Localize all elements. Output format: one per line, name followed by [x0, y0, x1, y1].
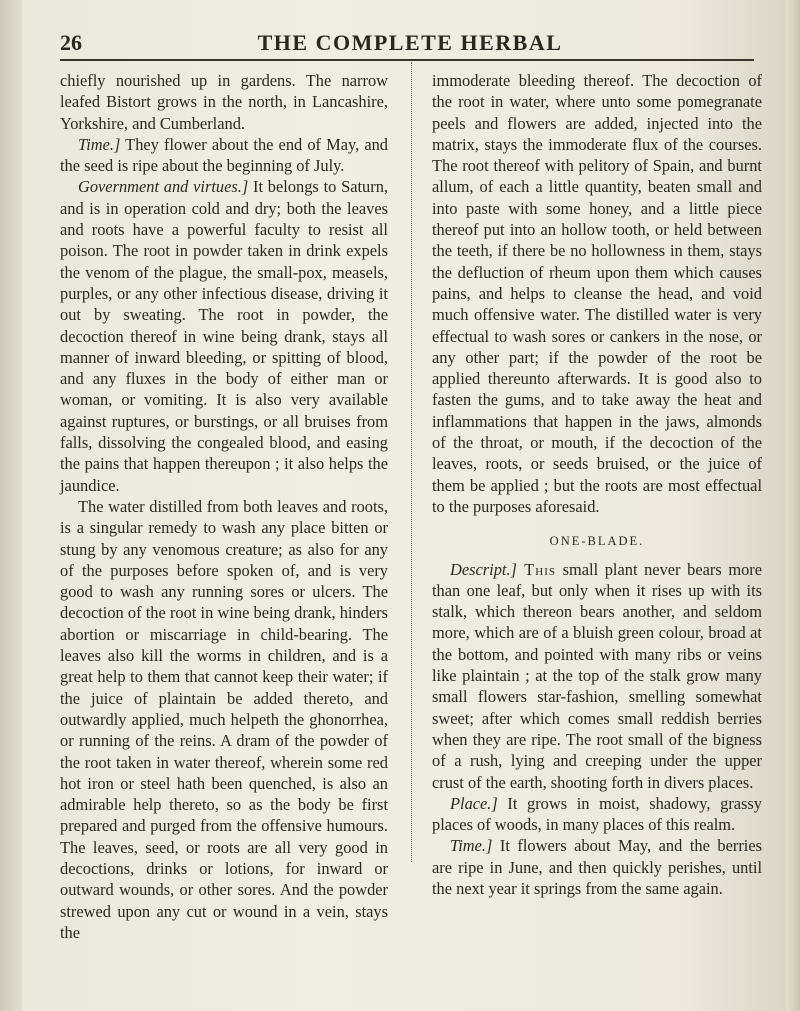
paragraph-text: It belongs to Saturn, and is in operation cold and dry; both the leaves and roots have a powerful faculty to resist all poison. The root in powder taken in drink expels the venom of the plague, the small-pox, measels, purples, or any other infectious disease, driving it out by sweating. The root in powder, the decoction thereof in wine being drank, stays all manner of inward bleeding, or spitting of blood, and any fluxes in the body of either man or woman, or vomiting. It is also very available against ruptures, or burstings, or all bruises from falls, dissolving the congealed blood, and easing the pains that happen thereupon ; it also helps the jaundice. [60, 177, 388, 495]
section-label: Descript.] [450, 559, 517, 579]
paragraph-text: It flowers about May, and the berries are ripe in June, and then quickly perishes, until the next year it springs from the same again. [432, 836, 762, 898]
page-right-edge [786, 0, 800, 1011]
header-rule [60, 59, 754, 61]
paragraph [432, 559, 762, 793]
paragraph-text: It grows in moist, shadowy, grassy places of woods, in many places of this realm. [432, 793, 762, 835]
paragraph: chiefly nourished up in gardens. The narrow leafed Bistort grows in the north, in Lancashire, Yorkshire, and Cumberland. [60, 71, 388, 133]
paragraph: immoderate bleeding thereof. The decoction of the root in water, where unto some pomegranate peels and flowers are added, injected into the matrix, stays the immoderate flux of the courses. The root thereof with pelitory of Spain, and burnt allum, of each a little quantity, beaten small and into paste with some honey, and a little piece thereof put into an hollow tooth, or held between the teeth, if there be no hollowness in them, stays the defluction of rheum upon them which causes pains, and helps to cleanse the head, and void much offensive water. The distilled water is very effectual to wash sores or cankers in the nose, or any other part; if the powder of the root be applied thereunto afterwards. It is good also to fasten the gums, and to take away the heat and inflammations that happen in the jaws, almonds of the throat, or mouth, if the decoction of the leaves, roots, or seeds bruised, or the juice of them be applied ; but the roots are most effectual to the purposes aforesaid. [432, 71, 762, 516]
paragraph-text: They flower about the end of May, and the seed is ripe about the beginning of July. [60, 134, 388, 176]
section-label: Time.] [78, 134, 121, 154]
column-divider [411, 62, 416, 862]
paragraph [60, 176, 388, 495]
paragraph [432, 793, 762, 836]
running-head: THE COMPLETE HERBAL [257, 30, 563, 55]
section-label: Government and virtues.] [78, 177, 249, 197]
page-header [60, 30, 760, 60]
left-column [60, 70, 388, 943]
paragraph-text: small plant never bears more than one leaf, but only when it rises up with its stalk, which thereon bears another, and seldom more, which are of a bluish green colour, broad at the bottom, and pointed with many ribs or veins like plaintain ; at the top of the stalk grow many small flowers star-fashion, smelling somewhat sweet; after which comes small reddish berries when they are ripe. The root small of the bigness of a rush, lying and creeping under the upper crust of the earth, shooting forth in divers places. [432, 559, 762, 792]
section-label: Time.] [450, 836, 493, 856]
paragraph [60, 134, 388, 177]
right-column [432, 70, 762, 899]
small-caps-word: This [516, 559, 556, 579]
section-label: Place.] [450, 793, 498, 813]
paragraph: The water distilled from both leaves and roots, is a singular remedy to wash any place bitten or stung by any venomous creature; as also for any of the purposes before spoken of, and is very good to wash any running sores or ulcers. The decoction of the root in wine being drank, hinders abortion or miscarriage in child-bearing. The leaves also kill the worms in children, and is a great help to them that cannot keep their water; if the juice of plaintain be added thereto, and outwardly applied, much helpeth the ghonorrhea, or running of the reins. A dram of the powder of the root taken in water thereof, wherein some red hot iron or steel hath been quenched, is also an admirable help thereto, so as the body be first prepared and purged from the offensive humours. The leaves, seed, or roots are all very good in decoctions, drinks or lotions, for inward or outward wounds, or other sores. And the powder strewed upon any cut or wound in a vein, stays the [60, 496, 388, 942]
paragraph [432, 835, 762, 899]
section-heading: ONE-BLADE. [549, 534, 645, 549]
page-left-edge [0, 0, 22, 1011]
page-number: 26 [60, 30, 82, 55]
